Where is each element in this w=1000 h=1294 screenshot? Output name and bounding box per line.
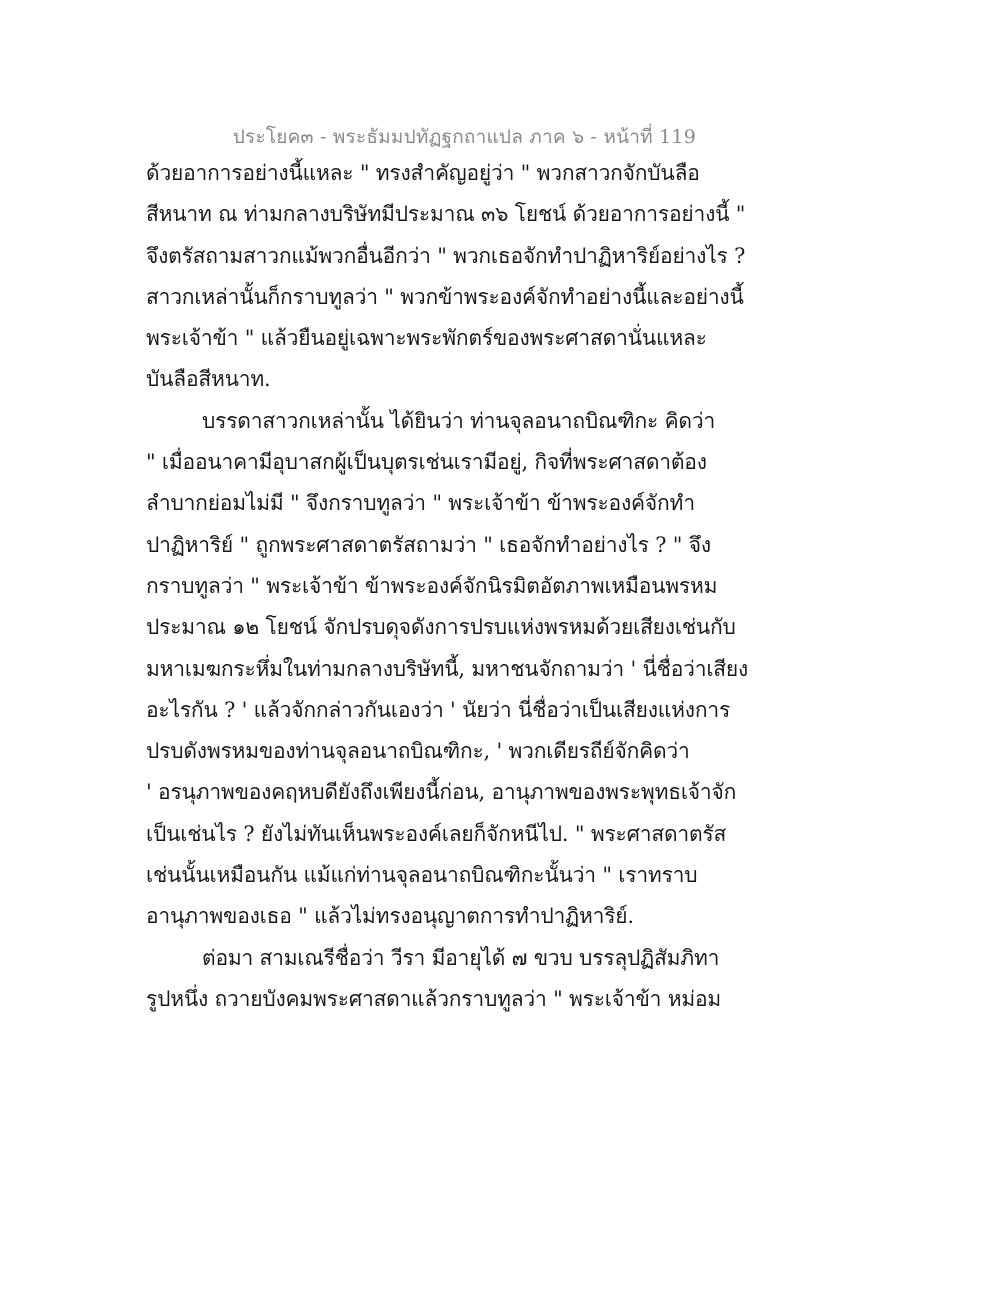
page-header: ประโยค๓ - พระธัมมปทัฏฐกถาแปล ภาค ๖ - หน้าที่ 119 (232, 126, 696, 148)
text-line: รูปหนึ่ง ถวายบังคมพระศาสดาแล้วกราบทูลว่า " พระเจ้าข้า หม่อม (146, 986, 722, 1011)
text-line: จึงตรัสถามสาวกแม้พวกอื่นอีกว่า " พวกเธอจักทำปาฏิหาริย์อย่างไร ? (146, 243, 746, 268)
text-line: " เมื่ออนาคามีอุบาสกผู้เป็นบุตรเช่นเรามีอยู่, กิจที่พระศาสดาต้อง (146, 450, 707, 475)
text-line: กราบทูลว่า " พระเจ้าข้า ข้าพระองค์จักนิรมิตอัตภาพเหมือนพรหม (146, 573, 718, 598)
text-line: ปาฏิหาริย์ " ถูกพระศาสดาตรัสถามว่า " เธอจักทำอย่างไร ? " จึง (146, 532, 711, 557)
text-line: อานุภาพของเธอ " แล้วไม่ทรงอนุญาตการทำปาฏิหาริย์. (146, 904, 634, 929)
text-line: ปรบดังพรหมของท่านจุลอนาถบิณฑิกะ, ' พวกเดียรถีย์จักคิดว่า (146, 739, 690, 764)
text-line: พระเจ้าข้า " แล้วยืนอยู่เฉพาะพระพักตร์ของพระศาสดานั่นแหละ (146, 326, 707, 351)
text-line: ประมาณ ๑๒ โยชน์ จักปรบดุจดังการปรบแห่งพรหมด้วยเสียงเช่นกับ (146, 615, 736, 640)
paragraph-start-line: ต่อมา สามเณรีชื่อว่า วีรา มีอายุได้ ๗ ขวบ บรรลุปฏิสัมภิทา (202, 945, 720, 970)
page-body (146, 158, 749, 1025)
text-line: ลำบากย่อมไม่มี " จึงกราบทูลว่า " พระเจ้าข้า ข้าพระองค์จักทำ (146, 491, 695, 516)
text-line: อะไรกัน ? ' แล้วจักกล่าวกันเองว่า ' นัยว่า นี่ชื่อว่าเป็นเสียงแห่งการ (146, 697, 731, 722)
text-line: สีหนาท ณ ท่ามกลางบริษัทมีประมาณ ๓๖ โยชน์ ด้วยอาการอย่างนี้ " (146, 202, 746, 227)
text-line: สาวกเหล่านั้นก็กราบทูลว่า " พวกข้าพระองค์จักทำอย่างนี้และอย่างนี้ (146, 284, 744, 309)
text-line: เช่นนั้นเหมือนกัน แม้แก่ท่านจุลอนาถบิณฑิกะนั้นว่า " เราทราบ (146, 863, 698, 888)
text-line: เป็นเช่นไร ? ยังไม่ทันเห็นพระองค์เลยก็จักหนีไป. " พระศาสดาตรัส (146, 821, 727, 846)
text-line: ' อรนุภาพของคฤหบดียังถึงเพียงนี้ก่อน, อานุภาพของพระพุทธเจ้าจัก (146, 780, 737, 805)
paragraph-start-line: บรรดาสาวกเหล่านั้น ได้ยินว่า ท่านจุลอนาถบิณฑิกะ คิดว่า (202, 408, 716, 433)
text-line: ด้วยอาการอย่างนี้แหละ " ทรงสำคัญอยู่ว่า " พวกสาวกจักบันลือ (146, 161, 700, 185)
text-line: บันลือสีหนาท. (146, 367, 271, 392)
text-line: มหาเมฆกระหึ่มในท่ามกลางบริษัทนี้, มหาชนจักถามว่า ' นี่ชื่อว่าเสียง (146, 656, 749, 681)
